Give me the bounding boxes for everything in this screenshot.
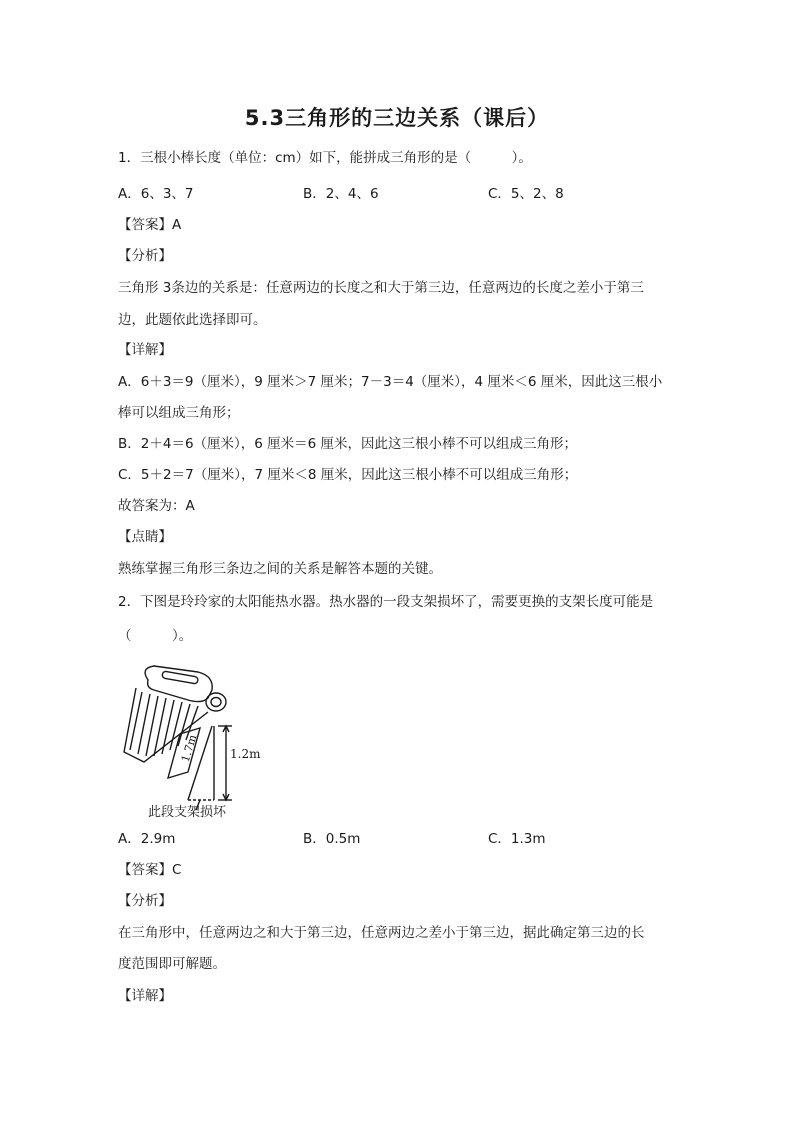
q1-stem: 1．三根小棒长度（单位：cm）如下，能拼成三角形的是（ ）。 [118,150,532,166]
height-label: 1.2m [230,747,261,761]
slant-label: 1.7m [178,733,200,764]
q1-answer: 【答案】A [118,217,182,233]
q2-analysis-label: 【分析】 [118,893,172,909]
q2-detail-label: 【详解】 [118,988,172,1004]
page-title: 5.3三角形的三边关系（课后） [244,106,550,130]
q1-detail-line-1: A．6＋3＝9（厘米），9 厘米＞7 厘米；7－3＝4（厘米），4 厘米＜6 厘米，因此这三根小 [118,374,663,390]
figure-caption: 此段支架损坏 [148,805,227,820]
q1-detail-line-2: 棒可以组成三角形； [118,405,240,421]
q1-option-c: C．5、2、8 [488,186,564,202]
q1-detail-label: 【详解】 [118,342,172,358]
q2-option-a: A．2.9m [118,831,176,847]
q2-option-c: C．1.3m [488,831,546,847]
q1-detail-line-4: C．5＋2＝7（厘米），7 厘米＜8 厘米，因此这三根小棒不可以组成三角形； [118,467,578,483]
q1-analysis-line-2: 边，此题依此选择即可。 [118,312,267,328]
q1-detail-line-5: 故答案为：A [118,498,195,514]
q2-option-b: B．0.5m [303,831,361,847]
q1-detail-line-3: B．2＋4＝6（厘米），6 厘米＝6 厘米，因此这三根小棒不可以组成三角形； [118,436,578,452]
q2-analysis-line-1: 在三角形中，任意两边之和大于第三边，任意两边之差小于第三边，据此确定第三边的长 [118,925,645,941]
q1-analysis-line-1: 三角形 3条边的关系是：任意两边的长度之和大于第三边，任意两边的长度之差小于第三 [118,280,644,296]
q1-tip-label: 【点睛】 [118,529,172,545]
tank-slot [162,671,199,684]
tank-end-cap-inner [211,698,221,707]
solar-heater-diagram [118,660,278,820]
solar-heater-figure [118,660,278,820]
q2-answer: 【答案】C [118,862,182,878]
q2-stem-line-1: 2．下图是玲玲家的太阳能热水器。热水器的一段支架损坏了，需要更换的支架长度可能是 [118,594,654,610]
q1-option-b: B．2、4、6 [303,186,379,202]
q2-analysis-line-2: 度范围即可解题。 [118,956,226,972]
q1-analysis-label: 【分析】 [118,248,172,264]
q2-stem-line-2: （ ）。 [118,628,193,644]
tank-shape [145,666,212,702]
q1-option-a: A．6、3、7 [118,186,194,202]
tank-end-cap [206,693,226,711]
q1-tip: 熟练掌握三角形三条边之间的关系是解答本题的关键。 [118,561,442,577]
